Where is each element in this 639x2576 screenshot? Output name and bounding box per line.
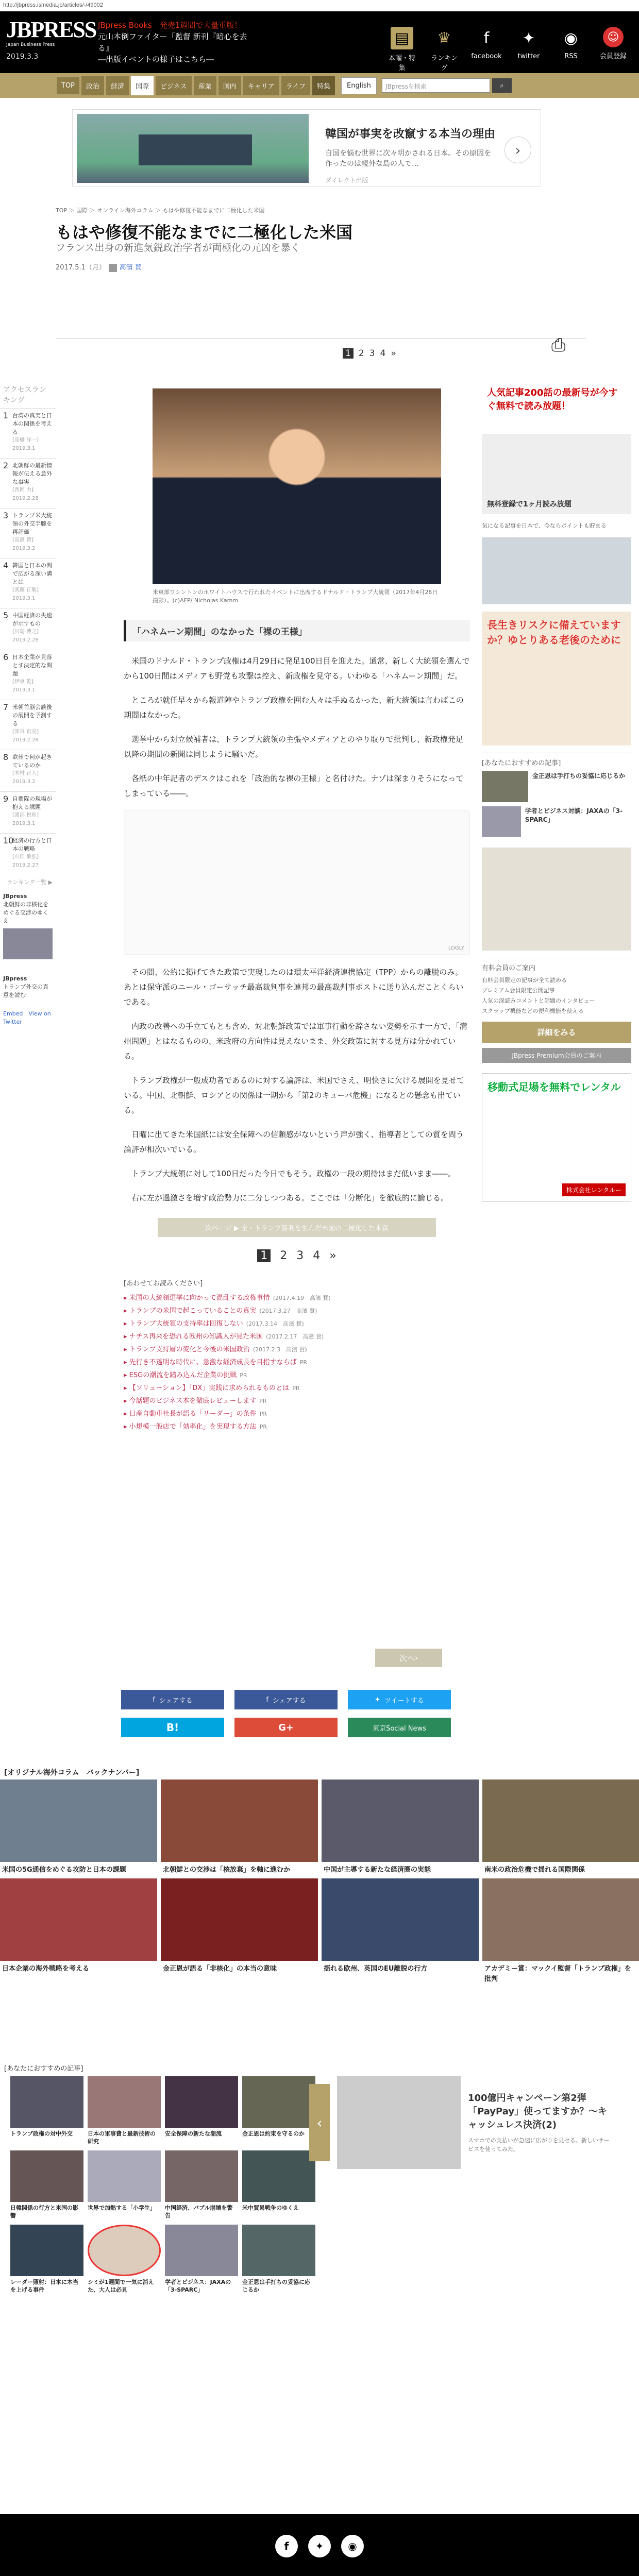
premium-info-button[interactable]: JBpress Premium会員のご案内 bbox=[482, 1048, 631, 1063]
tweet[interactable] bbox=[3, 892, 53, 959]
site-footer bbox=[0, 2514, 639, 2576]
twitter-timeline bbox=[0, 889, 56, 1029]
facebook-icon: f bbox=[153, 1696, 155, 1704]
card-image bbox=[161, 1878, 318, 1961]
print-icon[interactable]: ⎙ bbox=[551, 335, 566, 355]
next-button[interactable] bbox=[375, 1649, 442, 1667]
related-list bbox=[124, 1292, 470, 1433]
nav-item-economy[interactable]: 経済 bbox=[106, 76, 129, 95]
chevron-right-icon[interactable]: › bbox=[505, 137, 531, 163]
article-subtitle: フランス出身の新進気鋭政治学者が両極化の元凶を暴く bbox=[56, 242, 300, 253]
ad-image bbox=[77, 114, 309, 183]
photo-caption: 米東部ワシントンのホワイトハウスで行われたイベントに出席するドナルド・トランプ大統領（2017年4月26日撮影）。(c)AFP/ Nicholas Kamm bbox=[153, 589, 438, 604]
card-title: 日本の軍事費と最新技術の研究 bbox=[88, 2130, 156, 2145]
ad-title: 韓国が事実を改竄する本当の理由 bbox=[325, 128, 496, 141]
ranking-heading: アクセスランキング bbox=[3, 386, 46, 404]
recommend-card[interactable] bbox=[242, 2225, 315, 2294]
recommend-item[interactable] bbox=[482, 771, 631, 802]
header-book-link[interactable] bbox=[386, 27, 417, 72]
backnumber-card[interactable] bbox=[322, 1878, 479, 1985]
sidebar-ad-banner[interactable] bbox=[482, 848, 631, 951]
nav-item-business[interactable]: ビジネス bbox=[156, 76, 192, 95]
rank-number: 3 bbox=[3, 511, 9, 520]
nav-item-industry[interactable]: 産業 bbox=[194, 76, 216, 95]
header-date: 2019.3.3 bbox=[6, 53, 39, 61]
ad-subtext: 無料登録で1ヶ月読み放題 bbox=[487, 500, 571, 509]
twitter-icon: ✦ bbox=[375, 1696, 380, 1704]
next-button-label: 次へ bbox=[399, 1653, 415, 1663]
breadcrumb[interactable]: TOP ＞ 国際 ＞ オンライン海外コラム ＞ もはや修復不能なまでに二極化した米国 bbox=[56, 207, 265, 214]
header-icon-label: ランキング bbox=[431, 55, 458, 72]
rank-date: [渡部 悦和] 2019.3.1 bbox=[12, 812, 39, 826]
card-title: 金正恩は手打ちの妥協に応じるか bbox=[242, 2279, 310, 2293]
card-title: 世界で加熱する「小学生」 bbox=[88, 2205, 156, 2211]
chevron-right-icon: › bbox=[415, 1653, 418, 1663]
related-link[interactable] bbox=[124, 1343, 470, 1356]
article-paragraph: ところが就任早々から報道陣やトランプ政権を囲む人々は手ぬるかった、新大統領は言わばこの期間はなかった。 bbox=[124, 696, 464, 720]
tweet-button[interactable] bbox=[348, 1690, 451, 1709]
ranking-item[interactable] bbox=[0, 833, 56, 875]
membership-item: スクラップ機能などの便利機能を使える bbox=[482, 1008, 584, 1014]
facebook-icon: f bbox=[483, 29, 490, 47]
ranking-item[interactable] bbox=[0, 791, 56, 833]
featured-title: 100億円キャンペーン第2弾「PayPay」使ってますか？～キャッシュレス決済(2) bbox=[468, 2093, 608, 2130]
search-button[interactable] bbox=[492, 78, 512, 93]
card-title: シミが1週間で一気に消えた、大人は必見 bbox=[88, 2279, 154, 2293]
card-title: 金正恩は約束を守るのか bbox=[242, 2130, 305, 2137]
ranking-item[interactable] bbox=[0, 458, 56, 508]
rank-number: 2 bbox=[3, 461, 9, 470]
hatena-button[interactable] bbox=[121, 1718, 224, 1737]
nav-item-life[interactable]: ライフ bbox=[281, 76, 310, 95]
top-pager bbox=[343, 348, 396, 359]
tweet-text: 北朝鮮の非核化をめぐる交渉のゆくえ bbox=[3, 901, 48, 924]
next-page-link[interactable]: 次ページ ▶ 全・トランプ勝利を生んだ米国の二極化した本質 bbox=[158, 1218, 436, 1237]
share-label: ツイートする bbox=[384, 1697, 424, 1705]
rank-title: 欧州で何が起きているのか bbox=[12, 754, 52, 769]
related-link[interactable] bbox=[124, 1395, 470, 1408]
footer-social bbox=[0, 2535, 639, 2557]
related-link[interactable] bbox=[124, 1356, 470, 1369]
rank-date: [部谷 直亮] 2019.2.28 bbox=[12, 729, 39, 743]
share-label: G+ bbox=[278, 1722, 294, 1733]
card-title: アカデミー賞：マックイ監督「トランプ政権」を批判 bbox=[484, 1965, 631, 1983]
logo-subtitle: Japan Business Press bbox=[6, 42, 55, 47]
card-image bbox=[161, 1780, 318, 1862]
left-sidebar bbox=[0, 381, 56, 1029]
related-meta: PR bbox=[299, 1359, 307, 1366]
related-meta: (2017.2.17 高濱 賛) bbox=[266, 1333, 324, 1340]
main-nav bbox=[0, 73, 639, 98]
related-title: トランプ支持層の変化と今後の米国政治 bbox=[129, 1346, 250, 1353]
header-facebook-link[interactable] bbox=[471, 27, 502, 72]
ranking-item[interactable] bbox=[0, 408, 56, 458]
ranking-item[interactable] bbox=[0, 558, 56, 608]
featured-text: スマホでの支払いが急速に広がりを見せる。新しいサービスを使ってみた。 bbox=[468, 2137, 610, 2153]
facebook-share-button[interactable] bbox=[121, 1690, 224, 1709]
tweet-text: トランプ外交の真意を読む bbox=[3, 984, 48, 998]
card-title: 日本企業の海外戦略を考える bbox=[2, 1965, 90, 1973]
header-rss-link[interactable] bbox=[556, 27, 586, 72]
related-title: 米国の大統領選挙に向かって混乱する政権事情 bbox=[129, 1294, 270, 1302]
related-meta: (2017.3.14 高濱 賛) bbox=[246, 1320, 304, 1327]
ad-text: 移動式足場を無料でレンタル bbox=[487, 1081, 621, 1093]
share-label: 東京Social News bbox=[373, 1724, 426, 1733]
related-title: 【ソリューション】「DX」実践に求められるものとは bbox=[129, 1384, 290, 1392]
gplus-button[interactable] bbox=[234, 1718, 338, 1737]
backnumber-card[interactable] bbox=[0, 1780, 157, 1875]
page-link[interactable]: 4 bbox=[380, 348, 386, 359]
article-date: 2017.5.1（月） bbox=[56, 264, 103, 272]
card-image bbox=[10, 2150, 83, 2202]
backnumber-grid bbox=[0, 1780, 639, 1985]
related-title: 小規模一般店で「効率化」を実現する方法 bbox=[129, 1423, 257, 1431]
header-icons bbox=[386, 27, 629, 72]
recommend-grid bbox=[10, 2076, 314, 2294]
page-next[interactable]: » bbox=[391, 348, 396, 359]
rank-number: 7 bbox=[3, 702, 9, 712]
article-paragraph: トランプ政権が一般成功者であるのに対する論評は、米国でさえ、明快さに欠ける展開を見せている。中国、北朝鮮、ロシアとの関係は一期から「第2のキューバ危機」になるとの懸念も出ている。 bbox=[124, 1076, 464, 1115]
share-label: シェアする bbox=[159, 1697, 193, 1705]
article-paragraph: 内政の改善への手立てもとも含め、対北朝鮮政策では軍事行動を辞さない姿勢を示す一方で、「満州問題」とはなるものの、米政府の方向性は見えないまま、外交政策に対する見方は分かれている。 bbox=[124, 1022, 467, 1061]
crown-icon: ♛ bbox=[437, 29, 451, 47]
card-title: 米国の5G通信をめぐる攻防と日本の課題 bbox=[2, 1866, 126, 1874]
header-register-link[interactable] bbox=[598, 27, 629, 72]
card-image bbox=[322, 1780, 479, 1862]
ranking-item[interactable] bbox=[0, 750, 56, 791]
related-link[interactable] bbox=[124, 1304, 470, 1317]
related-title: 今話題のビジネス本を徹底レビューします bbox=[129, 1397, 257, 1405]
recommend-section-heading: [あなたにおすすめの記事] bbox=[4, 2065, 83, 2073]
rank-number: 10 bbox=[3, 836, 14, 845]
related-meta: (2017.3.27 高濱 賛) bbox=[259, 1308, 317, 1314]
related-link[interactable] bbox=[124, 1420, 470, 1433]
facebook-icon: f bbox=[266, 1696, 268, 1704]
facebook-share-button[interactable] bbox=[234, 1690, 338, 1709]
rank-title: 北朝鮮の最新情報が伝える意外な事実 bbox=[12, 462, 52, 485]
ad-company: 株式会社レンタルー bbox=[562, 1183, 626, 1196]
ranking-more-link[interactable]: ランキング一覧 ▶ bbox=[7, 879, 53, 886]
sidebar-text[interactable]: 気になる記事を日本で、今ならポイントも貯まる bbox=[482, 522, 607, 529]
rank-title: トランプ米大統領の外交手腕を再評価 bbox=[12, 512, 52, 535]
ad-label: LOGLY bbox=[448, 945, 464, 951]
card-title: 揺れる欧州、英国のEU離脱の行方 bbox=[324, 1965, 428, 1973]
card-title: 学者とビジネス：JAXAの「3-SPARC」 bbox=[165, 2279, 231, 2293]
rank-title: 経済の行方と日本の戦略 bbox=[12, 837, 52, 852]
article-paragraph: 各紙の中年記者のデスクはこれを「政治的な裸の王様」と名付けた。ナゾは深まりそうになってしまっている――。 bbox=[124, 774, 464, 798]
page-link[interactable]: 3 bbox=[296, 1249, 304, 1262]
social-news-button[interactable] bbox=[348, 1718, 451, 1737]
featured-recommend[interactable] bbox=[309, 2076, 629, 2169]
rank-date: [木村 正人] 2019.3.2 bbox=[12, 771, 39, 785]
card-title: 南米の政治危機で揺れる国際関係 bbox=[484, 1866, 585, 1874]
recommend-title: 学者とビジネス対談：JAXAの「3-SPARC」 bbox=[525, 807, 623, 823]
card-image bbox=[10, 2076, 83, 2128]
related-meta: PR bbox=[259, 1411, 267, 1417]
related-meta: PR bbox=[259, 1423, 267, 1430]
page-link[interactable]: 2 bbox=[358, 348, 364, 359]
card-image bbox=[88, 2076, 161, 2128]
ad-source: ダイレクト出版 bbox=[325, 177, 368, 184]
related-link[interactable] bbox=[124, 1330, 470, 1343]
rank-title: 台湾の真実と日本の関係を考える bbox=[12, 412, 52, 435]
bottom-pager bbox=[124, 1249, 470, 1262]
carousel-prev-button[interactable]: ‹ bbox=[309, 2084, 330, 2161]
share-label: シェアする bbox=[272, 1697, 306, 1705]
related-meta: PR bbox=[259, 1398, 267, 1404]
page-link[interactable]: 1 bbox=[343, 348, 354, 359]
nav-item-career[interactable]: キャリア bbox=[243, 76, 279, 95]
rank-number: 9 bbox=[3, 794, 9, 804]
card-title: レーダー照射：日本に本当を上げる事件 bbox=[10, 2279, 78, 2293]
tweet-image bbox=[3, 928, 53, 959]
url-bar: http://jbpress.ismedia.jp/articles/-/49002 bbox=[3, 2, 103, 8]
backnumber-card[interactable] bbox=[482, 1780, 639, 1875]
related-title: 日産自動車社長が語る「リーダー」の条件 bbox=[129, 1410, 257, 1418]
related-title: トランプ大統領の支持率は回復しない bbox=[129, 1320, 243, 1328]
twitter-icon[interactable]: ✦ bbox=[308, 2535, 331, 2557]
card-title: 米中貿易戦争のゆくえ bbox=[242, 2205, 299, 2211]
article-paragraph: トランプ大統領に対して100日だった今日でもそう。政権の一段の期待はまだ低いまま――。 bbox=[131, 1169, 456, 1178]
sidebar-ad-image[interactable] bbox=[482, 537, 631, 604]
rental-ad[interactable] bbox=[482, 1073, 631, 1202]
ranking-item[interactable] bbox=[0, 508, 56, 558]
card-title: 安全保障の新たな潮流 bbox=[165, 2130, 222, 2137]
rank-title: 自衛隊の現場が抱える課題 bbox=[12, 795, 52, 810]
featured-image bbox=[337, 2076, 461, 2169]
backnumber-card[interactable] bbox=[161, 1780, 318, 1875]
card-title: トランプ政権の対中外交 bbox=[10, 2130, 73, 2137]
search-icon: ⌕ bbox=[500, 81, 504, 90]
rank-number: 1 bbox=[3, 411, 9, 420]
header-icon-label: twitter bbox=[517, 53, 540, 60]
nav-item-domestic[interactable]: 国内 bbox=[218, 76, 241, 95]
rank-title: 韓国と日本の間で広がる深い溝とは bbox=[12, 562, 52, 585]
related-title: トランプの米国で起こっていることの真実 bbox=[129, 1307, 257, 1315]
backnumber-card[interactable] bbox=[482, 1878, 639, 1985]
card-image bbox=[165, 2076, 238, 2128]
inline-ad[interactable] bbox=[124, 810, 470, 955]
author-link[interactable]: 高濱 賛 bbox=[119, 264, 142, 272]
related-link[interactable] bbox=[124, 1317, 470, 1330]
related-link[interactable] bbox=[124, 1369, 470, 1382]
card-title: 日韓関係の行方と米国の影響 bbox=[10, 2205, 78, 2219]
manga-ad[interactable] bbox=[482, 380, 631, 514]
twitter-icon: ✦ bbox=[522, 29, 535, 47]
rank-date: [伊東 乾] 2019.3.1 bbox=[12, 679, 36, 693]
promo-line-1: JBpress Books 発売1週間で大量重版！ bbox=[98, 21, 242, 30]
details-button[interactable]: 詳細をみる bbox=[482, 1022, 631, 1043]
related-meta: (2017.4.19 高濱 賛) bbox=[273, 1295, 331, 1301]
card-image bbox=[88, 2225, 161, 2276]
site-header bbox=[0, 11, 639, 73]
top-advertisement[interactable] bbox=[72, 109, 541, 187]
page-link[interactable]: 2 bbox=[280, 1249, 288, 1262]
article-photo bbox=[153, 388, 441, 584]
card-image bbox=[10, 2225, 83, 2276]
rank-number: 6 bbox=[3, 652, 9, 662]
rank-number: 4 bbox=[3, 561, 9, 570]
membership-item: 人気の深読みコメントと話題のインタビュー bbox=[482, 997, 595, 1004]
section-heading: 「ハネムーン期間」のなかった「裸の王様」 bbox=[124, 620, 470, 641]
article-paragraph: その間、公約に掲げてきた政策で実現したのは環太平洋経済連携協定（TPP）からの離脱のみ。あとは保守派のニール・ゴーサッチ最高裁判事を連邦の最高裁判事ポストに送り込んだことくらいである。 bbox=[124, 968, 464, 1007]
rss-icon: ◉ bbox=[564, 29, 578, 47]
article-paragraph: 選挙中から対立候補者は、トランプ大統領の主張やメディアとのやり取りで批判し、新政権発足以降の期間の新聞は同じように騒いだ。 bbox=[124, 735, 463, 759]
page-link[interactable]: 3 bbox=[369, 348, 375, 359]
related-meta: (2017.2.3 高濱 賛) bbox=[253, 1346, 307, 1353]
header-icon-label: 会員登録 bbox=[599, 53, 627, 60]
header-icon-label: 本曜・特集 bbox=[388, 55, 415, 72]
related-heading: [あわせてお読みください] bbox=[124, 1280, 203, 1287]
tweet[interactable] bbox=[3, 975, 53, 999]
recommend-card[interactable] bbox=[242, 2150, 315, 2219]
article-title: もはや修復不能なまでに二極化した米国 bbox=[56, 223, 353, 242]
ranking-item[interactable] bbox=[0, 700, 56, 750]
membership-item: プレミアム会員限定公開記事 bbox=[482, 987, 555, 994]
rank-date: [川島 博之] 2019.2.28 bbox=[12, 629, 39, 643]
backnumber-card[interactable] bbox=[0, 1878, 157, 1985]
header-twitter-link[interactable] bbox=[513, 27, 544, 72]
card-image bbox=[242, 2150, 315, 2202]
article-meta bbox=[56, 262, 142, 272]
view-on-twitter-link[interactable]: View on Twitter bbox=[3, 1010, 51, 1025]
related-title: ナチス再来を恐れる欧州の知識人が見た米国 bbox=[129, 1333, 263, 1341]
card-image bbox=[0, 1878, 157, 1961]
card-image bbox=[482, 1780, 639, 1862]
promo-line-2: 元山本倒ファイター「監督 新刊『暗心を去る』 bbox=[98, 32, 247, 53]
site-logo[interactable] bbox=[6, 17, 96, 61]
recommend-card[interactable] bbox=[10, 2150, 83, 2219]
card-image bbox=[242, 2225, 315, 2276]
header-ranking-link[interactable] bbox=[429, 27, 460, 72]
promo-line-3: ―出版イベントの様子はこちら― bbox=[98, 55, 214, 64]
embed-link[interactable]: Embed bbox=[3, 1010, 23, 1017]
recommend-card[interactable] bbox=[242, 2076, 315, 2145]
recommend-card[interactable] bbox=[88, 2150, 161, 2219]
recommend-thumb bbox=[482, 806, 521, 837]
recommend-card[interactable] bbox=[165, 2076, 238, 2145]
page-next[interactable]: » bbox=[329, 1249, 337, 1262]
related-link[interactable] bbox=[124, 1382, 470, 1395]
related-link[interactable] bbox=[124, 1408, 470, 1420]
recommend-heading: [あなたにおすすめの記事] bbox=[482, 753, 631, 767]
recommend-thumb bbox=[482, 771, 528, 802]
nav-item-international[interactable]: 国際 bbox=[131, 76, 154, 95]
card-image bbox=[482, 1878, 639, 1961]
user-icon: ☺ bbox=[603, 27, 624, 47]
rss-icon[interactable]: ◉ bbox=[341, 2535, 364, 2557]
related-title: 先行き不透明な時代に、急激な経済成長を目指すならば bbox=[129, 1359, 297, 1366]
card-image bbox=[165, 2150, 238, 2202]
article-paragraph: 日曜に出てきた米国紙には安全保障への信頼感がないという声が強く、指導者としての質を問う論評が相次いでいる。 bbox=[124, 1130, 464, 1154]
related-link[interactable] bbox=[124, 1292, 470, 1304]
english-button[interactable]: English bbox=[341, 77, 377, 94]
membership-item: 有料会員限定の記事が全て読める bbox=[482, 977, 567, 984]
rank-date: [高濱 賛] 2019.3.2 bbox=[12, 537, 36, 551]
card-title: 金正恩が語る「非核化」の本当の意味 bbox=[163, 1965, 277, 1973]
logo-text: JBPRESS bbox=[6, 17, 96, 42]
card-image bbox=[0, 1780, 157, 1862]
card-image bbox=[242, 2076, 315, 2128]
rank-date: [高橋 洋一] 2019.3.1 bbox=[12, 437, 39, 451]
rank-date: [武藤 正敏] 2019.3.1 bbox=[12, 587, 39, 601]
author-avatar bbox=[109, 264, 117, 272]
rank-title: 日本企業が見落とす決定的な問題 bbox=[12, 654, 52, 677]
rank-title: 中国経済の失速が示すもの bbox=[12, 612, 52, 627]
recommend-card[interactable] bbox=[165, 2225, 238, 2294]
card-title: 中国が主導する新たな経済圏の実態 bbox=[324, 1866, 431, 1874]
facebook-icon[interactable]: f bbox=[275, 2535, 298, 2557]
card-image bbox=[322, 1878, 479, 1961]
page-link[interactable]: 1 bbox=[257, 1249, 271, 1262]
recommend-title: 金正恩は手打ちの妥協に応じるか bbox=[532, 772, 626, 779]
ad-text: 人気記事200話の最新号が今すぐ無料で読み放題！ bbox=[487, 387, 618, 412]
rank-title: 米朝首脳会談後の展開を予測する bbox=[12, 704, 52, 727]
recommend-card[interactable] bbox=[165, 2150, 238, 2219]
header-icon-label: RSS bbox=[564, 53, 578, 60]
tweet-user: JBpress bbox=[3, 975, 27, 982]
page-link[interactable]: 4 bbox=[313, 1249, 321, 1262]
article-paragraph: 米国のドナルド・トランプ政権は4月29日に発足100日目を迎えた。通常、新しく大統領を選んでから100日間はメディアも野党も攻撃は控え、新政権を見守る。いわゆる「ハネムーン期間」だ。 bbox=[124, 656, 470, 681]
recommend-card[interactable] bbox=[10, 2076, 83, 2145]
recommend-card[interactable] bbox=[10, 2225, 83, 2294]
related-meta: PR bbox=[240, 1372, 247, 1379]
nav-item-politics[interactable]: 政治 bbox=[81, 76, 104, 95]
backnumber-card[interactable] bbox=[322, 1780, 479, 1875]
nav-item-special[interactable]: 特集 bbox=[312, 76, 335, 95]
article-body bbox=[124, 385, 470, 1433]
backnumber-card[interactable] bbox=[161, 1878, 318, 1985]
right-sidebar bbox=[482, 380, 631, 1209]
book-icon: ▤ bbox=[391, 27, 413, 49]
share-label: B! bbox=[166, 1721, 179, 1734]
backnumber-heading: [オリジナル海外コラム バックナンバー] bbox=[4, 1769, 140, 1777]
membership-heading: 有料会員のご案内 bbox=[482, 958, 631, 972]
nav-item-top[interactable]: TOP bbox=[57, 77, 79, 94]
header-icon-label: facebook bbox=[471, 53, 502, 60]
article-paragraph: 右に左が過激さを増す政治勢力に二分しつつある。ここでは「分断化」を徹底的に論じる。 bbox=[131, 1193, 449, 1202]
rank-number: 5 bbox=[3, 611, 9, 620]
rank-number: 8 bbox=[3, 752, 9, 762]
rank-date: [山田 敏弘] 2019.2.27 bbox=[12, 854, 39, 868]
recommend-item[interactable] bbox=[482, 806, 631, 837]
recommend-card[interactable] bbox=[88, 2076, 161, 2145]
ranking-item[interactable] bbox=[0, 608, 56, 650]
card-title: 中国経済、バブル崩壊を警告 bbox=[165, 2205, 233, 2219]
insurance-ad[interactable] bbox=[482, 612, 631, 745]
related-title: ESGの潮流を踏み込んだ企業の挑戦 bbox=[129, 1371, 237, 1379]
tweet-user: JBpress bbox=[3, 893, 27, 900]
search-input[interactable]: JBpressを検索 bbox=[382, 78, 490, 93]
header-promo[interactable] bbox=[98, 20, 253, 65]
card-title: 北朝鮮との交渉は「核放棄」を軸に進むか bbox=[163, 1866, 291, 1874]
card-image bbox=[165, 2225, 238, 2276]
ad-text: 長生きリスクに備えていますか？ゆとりある老後のために bbox=[487, 619, 621, 646]
membership-list bbox=[482, 975, 631, 1016]
rank-date: [西岡 力] 2019.2.28 bbox=[12, 487, 39, 501]
ad-description: 自国を悩む世界に次々明かされる日本。その原因を作ったのは親外な島の人で… bbox=[325, 149, 491, 168]
ranking-item[interactable] bbox=[0, 650, 56, 700]
related-meta: PR bbox=[292, 1385, 300, 1392]
recommend-card[interactable] bbox=[88, 2225, 161, 2294]
share-buttons bbox=[121, 1690, 451, 1737]
card-image bbox=[88, 2150, 161, 2202]
